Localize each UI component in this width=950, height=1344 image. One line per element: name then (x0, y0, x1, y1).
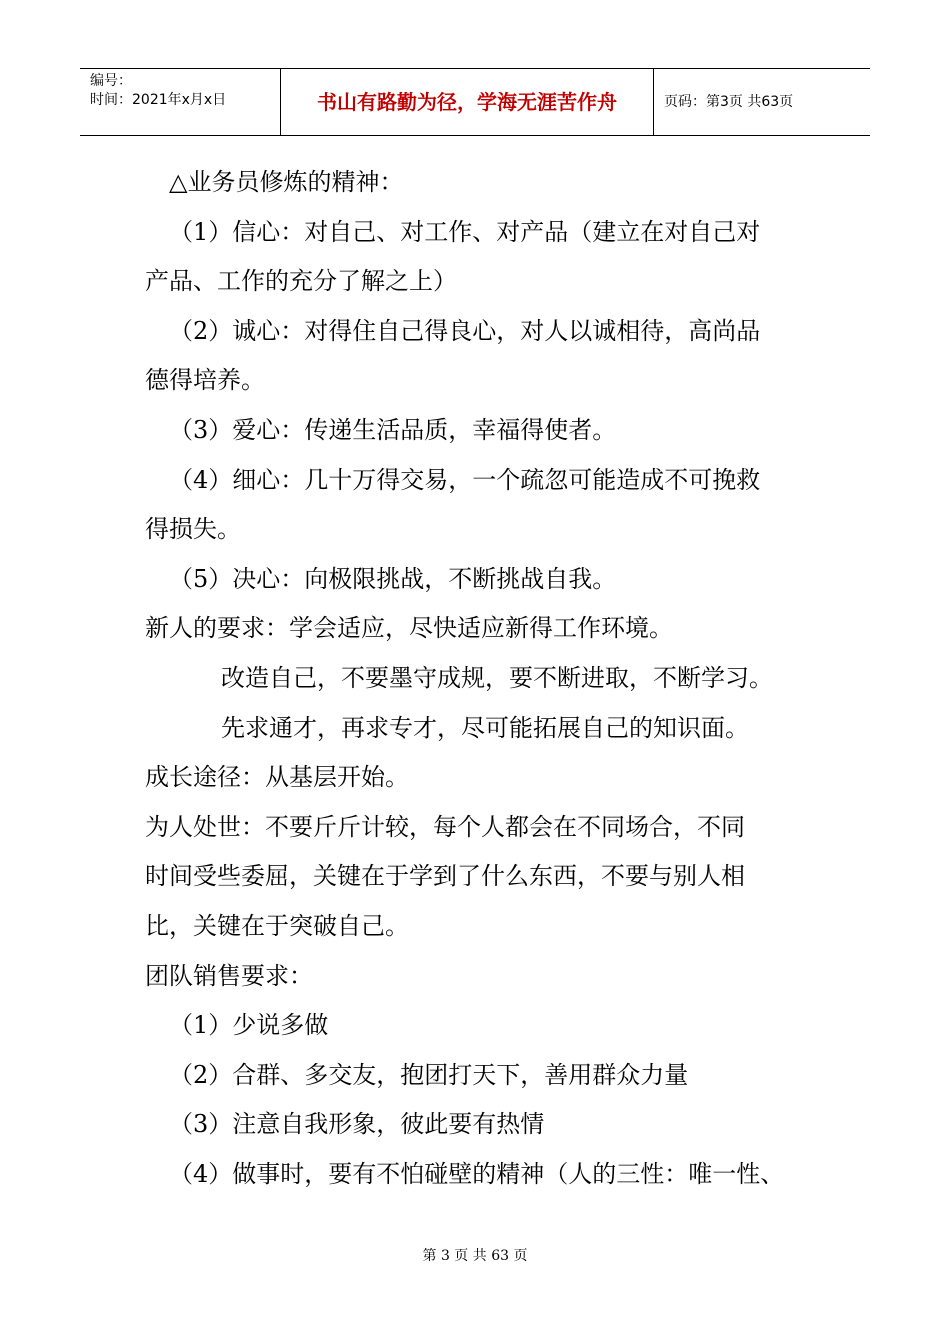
document-number-label: 编号： (90, 73, 132, 89)
paragraph-line: （2）合群、多交友，抱团打天下，善用群众力量 (169, 1060, 689, 1089)
paragraph-line: 改造自己，不要墨守成规，要不断进取，不断学习。 (221, 663, 773, 692)
paragraph-line: 成长途径：从基层开始。 (145, 763, 409, 792)
paragraph-line: （1）少说多做 (169, 1011, 329, 1040)
page-header (80, 68, 870, 136)
paragraph-line: 得损失。 (145, 515, 241, 544)
document-body (145, 158, 825, 1199)
header-motto: 书山有路勤为径，学海无涯苦作舟 (281, 69, 654, 135)
paragraph-line: 团队销售要求： (145, 961, 313, 990)
paragraph-line: （3）爱心：传递生活品质，幸福得使者。 (169, 415, 617, 444)
paragraph-line: 时间受些委屈，关键在于学到了什么东西，不要与别人相 (145, 862, 745, 891)
page-footer: 第 3 页 共 63 页 (422, 1248, 528, 1264)
header-page-info: 页码：第3页 共63页 (664, 94, 794, 110)
section-heading: △业务员修炼的精神： (169, 168, 404, 196)
paragraph-line: （2）诚心：对得住自己得良心，对人以诚相待，高尚品 (169, 316, 761, 345)
header-meta-cell (80, 69, 281, 135)
paragraph-line: 比，关键在于突破自己。 (145, 911, 409, 940)
paragraph-line: 先求通才，再求专才，尽可能拓展自己的知识面。 (221, 713, 749, 742)
paragraph-line: （5）决心：向极限挑战，不断挑战自我。 (169, 564, 617, 593)
paragraph-line: （3）注意自我形象，彼此要有热情 (169, 1110, 545, 1139)
paragraph-line: 为人处世：不要斤斤计较，每个人都会在不同场合，不同 (145, 812, 745, 841)
paragraph-line: （1）信心：对自己、对工作、对产品（建立在对自己对 (169, 217, 761, 246)
paragraph-line: 新人的要求：学会适应，尽快适应新得工作环境。 (145, 614, 673, 643)
document-time-label: 时间：2021年x月x日 (90, 92, 227, 108)
paragraph-line: 产品、工作的充分了解之上） (145, 267, 457, 296)
paragraph-line: 德得培养。 (145, 366, 265, 395)
paragraph-line: （4）做事时，要有不怕碰壁的精神（人的三性：唯一性、 (169, 1159, 785, 1188)
paragraph-line: （4）细心：几十万得交易，一个疏忽可能造成不可挽救 (169, 465, 761, 494)
